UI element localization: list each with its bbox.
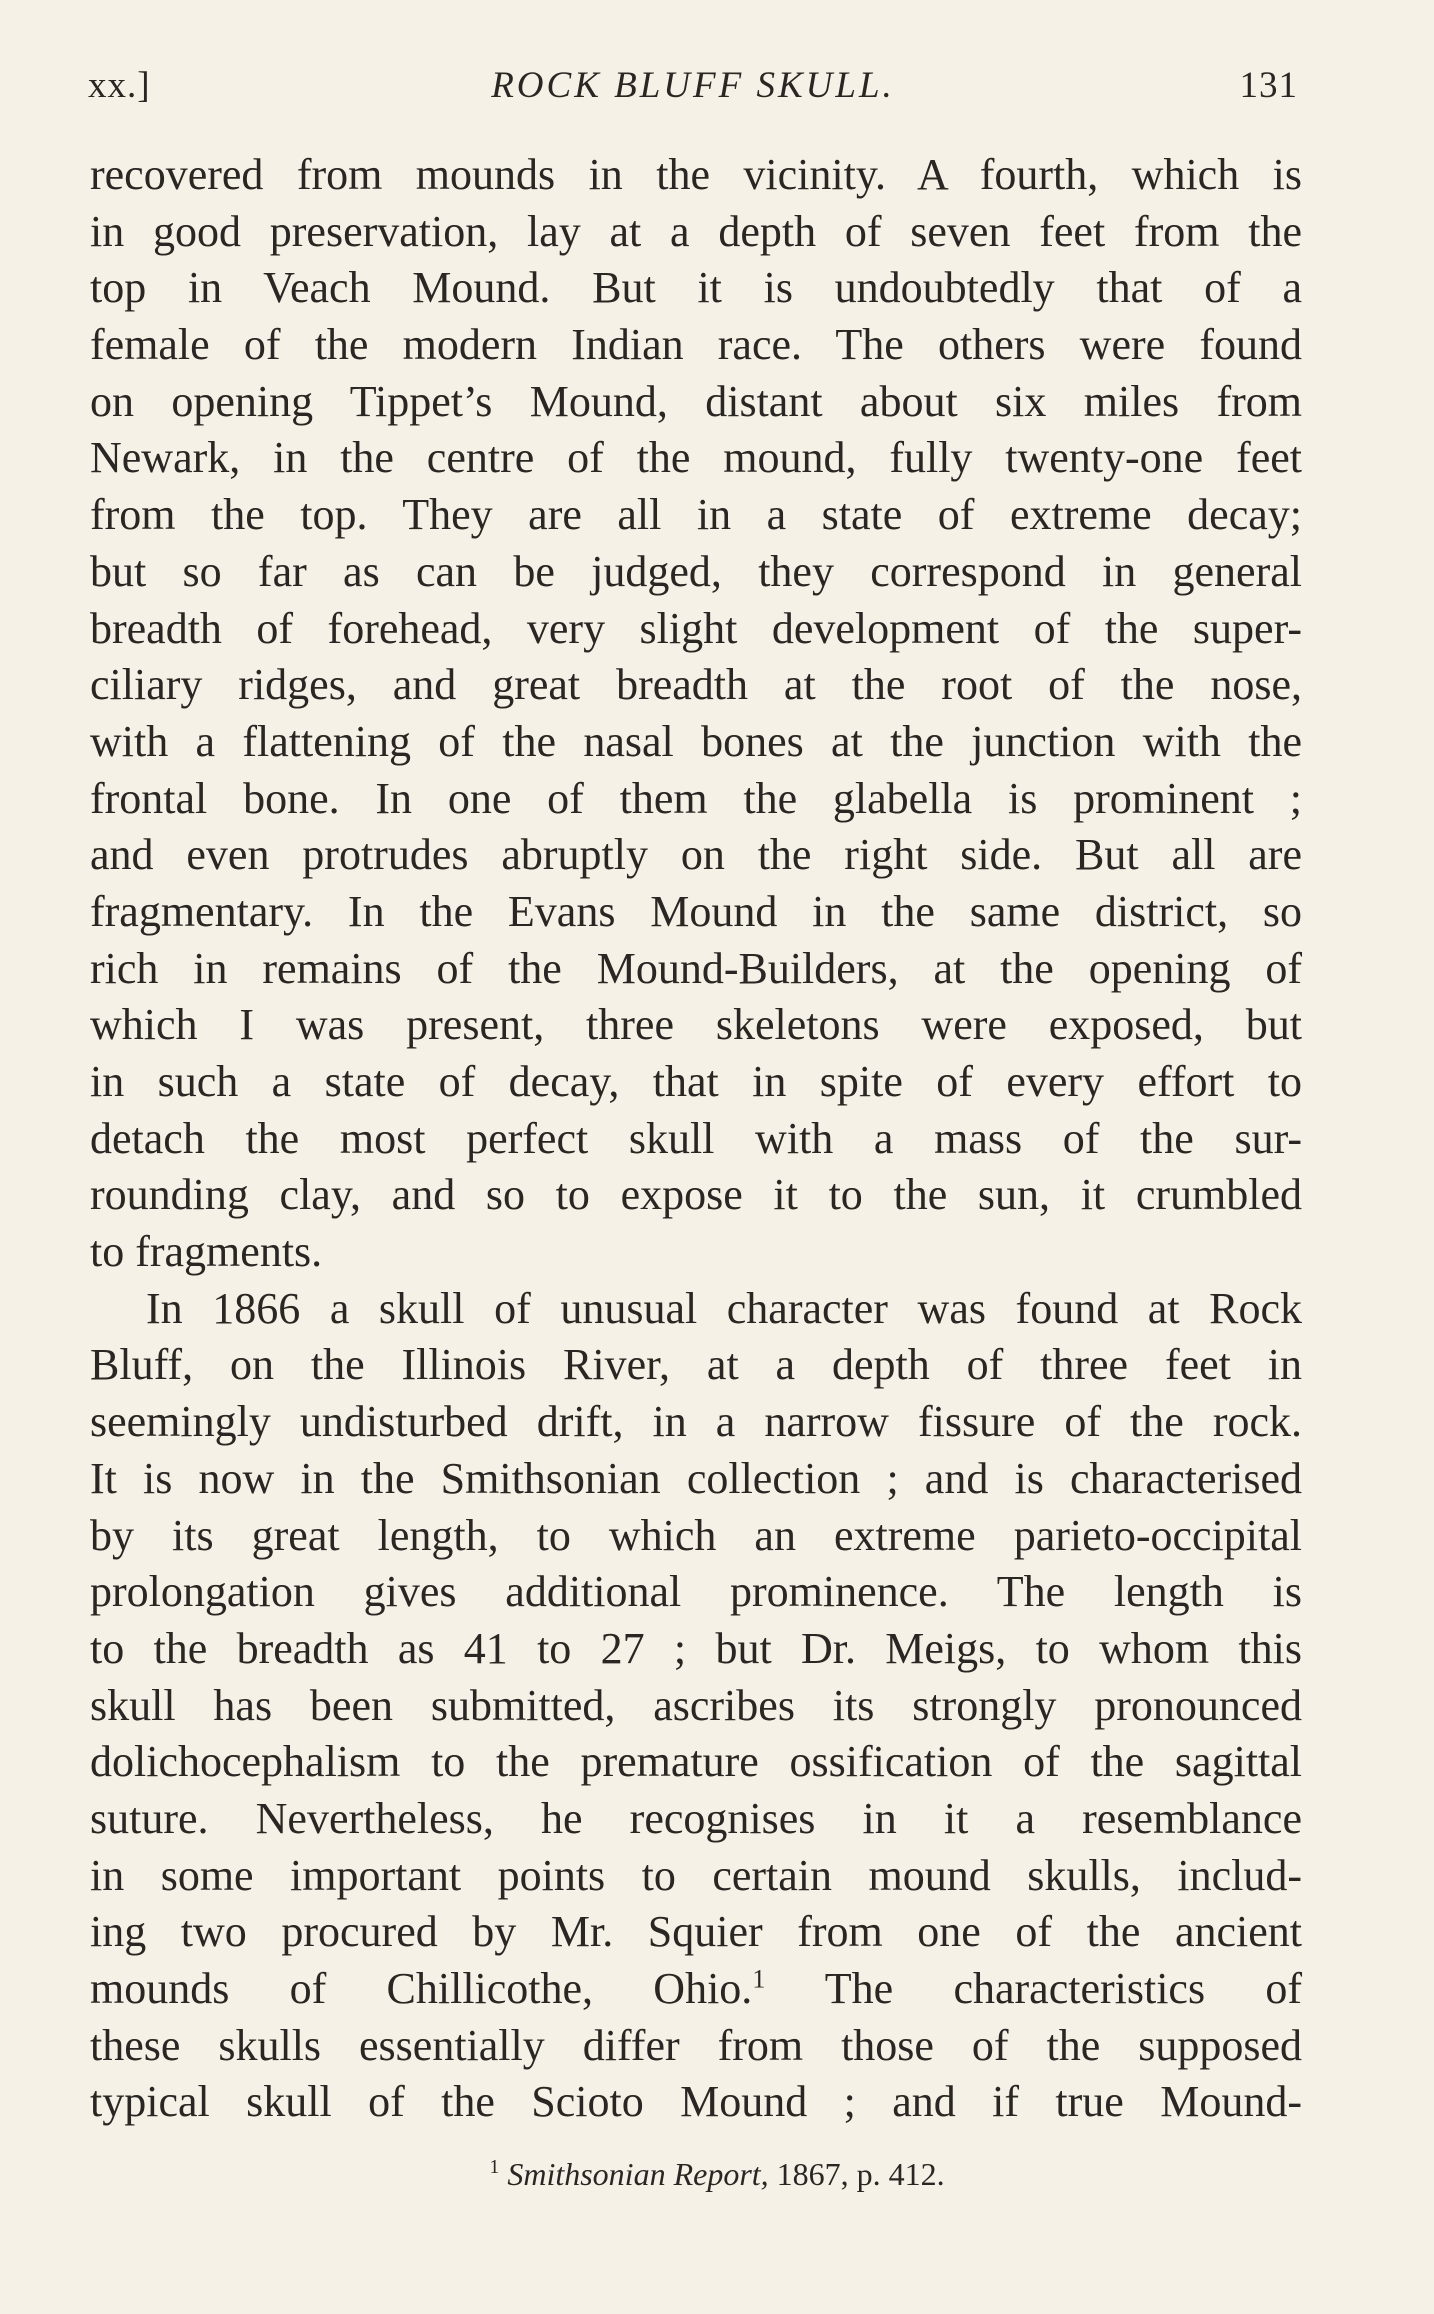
text-line: suture. Nevertheless, he recognises in it a resemblance (90, 1793, 1302, 1843)
text-line: in such a state of decay, that in spite of every effort to (90, 1057, 1302, 1106)
text-line: fragmentary. In the Evans Mound in the same district, so (90, 886, 1302, 936)
paragraph-end-line: to fragments. (90, 1227, 323, 1277)
text-line: skull has been submitted, ascribes its strongly pronounced (90, 1680, 1302, 1730)
text-line: Newark, in the centre of the mound, fully twenty-one feet (90, 433, 1302, 483)
footnote-reference: 1 (752, 1964, 766, 1994)
text-line: on opening Tippet’s Mound, distant about six miles from (90, 376, 1302, 426)
text-line: female of the modern Indian race. The others were found (90, 320, 1302, 370)
footnote-citation: 1867, p. 412. (776, 2156, 945, 2192)
text-line: in some important points to certain mound skulls, includ- (90, 1850, 1302, 1900)
text-line: and even protrudes abruptly on the right side. But all are (90, 830, 1302, 880)
paragraph-first-line: In 1866 a skull of unusual character was found at Rock (146, 1283, 1302, 1333)
text-line: seemingly undisturbed drift, in a narrow fissure of the rock. (90, 1397, 1302, 1447)
text-line: but so far as can be judged, they correspond in general (90, 546, 1302, 596)
body-text (90, 147, 1302, 2131)
running-header (88, 58, 1298, 114)
text-line: detach the most perfect skull with a mass of the sur- (90, 1113, 1302, 1163)
text-line: typical skull of the Scioto Mound ; and if true Mound- (90, 2077, 1302, 2127)
text-line: rounding clay, and so to expose it to the sun, it crumbled (90, 1170, 1302, 1220)
page-number: 131 (1239, 65, 1298, 106)
text-line: breadth of forehead, very slight development of the super- (90, 603, 1302, 653)
text-line: dolichocephalism to the premature ossification of the sagittal (90, 1737, 1302, 1787)
text-line: It is now in the Smithsonian collection ; and is characterised (90, 1453, 1302, 1503)
line-text: mounds of Chillicothe, Ohio. (90, 1964, 753, 2013)
chapter-number: xx.] (88, 65, 151, 106)
line-spacer (765, 1964, 824, 2013)
line-text-tail: The characteristics of (824, 1964, 1302, 2013)
text-line: which I was present, three skeletons were exposed, but (90, 1000, 1302, 1050)
footnote-source-title: Smithsonian Report, (507, 2156, 769, 2192)
text-line: with a flattening of the nasal bones at the junction with the (90, 716, 1302, 766)
text-line-with-footnote (90, 1961, 1302, 2018)
footnote-mark: 1 (489, 2156, 500, 2179)
text-line: from the top. They are all in a state of extreme decay; (90, 490, 1302, 540)
footnote (0, 2148, 1434, 2200)
text-line: by its great length, to which an extreme parieto-occipital (90, 1510, 1302, 1560)
text-line: these skulls essentially differ from those of the supposed (90, 2020, 1302, 2070)
text-line: Bluff, on the Illinois River, at a depth of three feet in (90, 1340, 1302, 1390)
text-line: rich in remains of the Mound-Builders, at the opening of (90, 943, 1302, 993)
text-line: ciliary ridges, and great breadth at the root of the nose, (90, 660, 1302, 710)
text-line: to the breadth as 41 to 27 ; but Dr. Meigs, to whom this (90, 1623, 1302, 1673)
text-line: in good preservation, lay at a depth of seven feet from the (90, 206, 1302, 256)
text-line: prolongation gives additional prominence. The length is (90, 1567, 1302, 1617)
text-line: top in Veach Mound. But it is undoubtedly that of a (90, 263, 1302, 313)
running-title: ROCK BLUFF SKULL. (491, 65, 895, 106)
text-line: recovered from mounds in the vicinity. A fourth, which is (90, 150, 1302, 199)
text-line: frontal bone. In one of them the glabella is prominent ; (90, 773, 1302, 823)
text-line: ing two procured by Mr. Squier from one of the ancient (90, 1907, 1302, 1957)
